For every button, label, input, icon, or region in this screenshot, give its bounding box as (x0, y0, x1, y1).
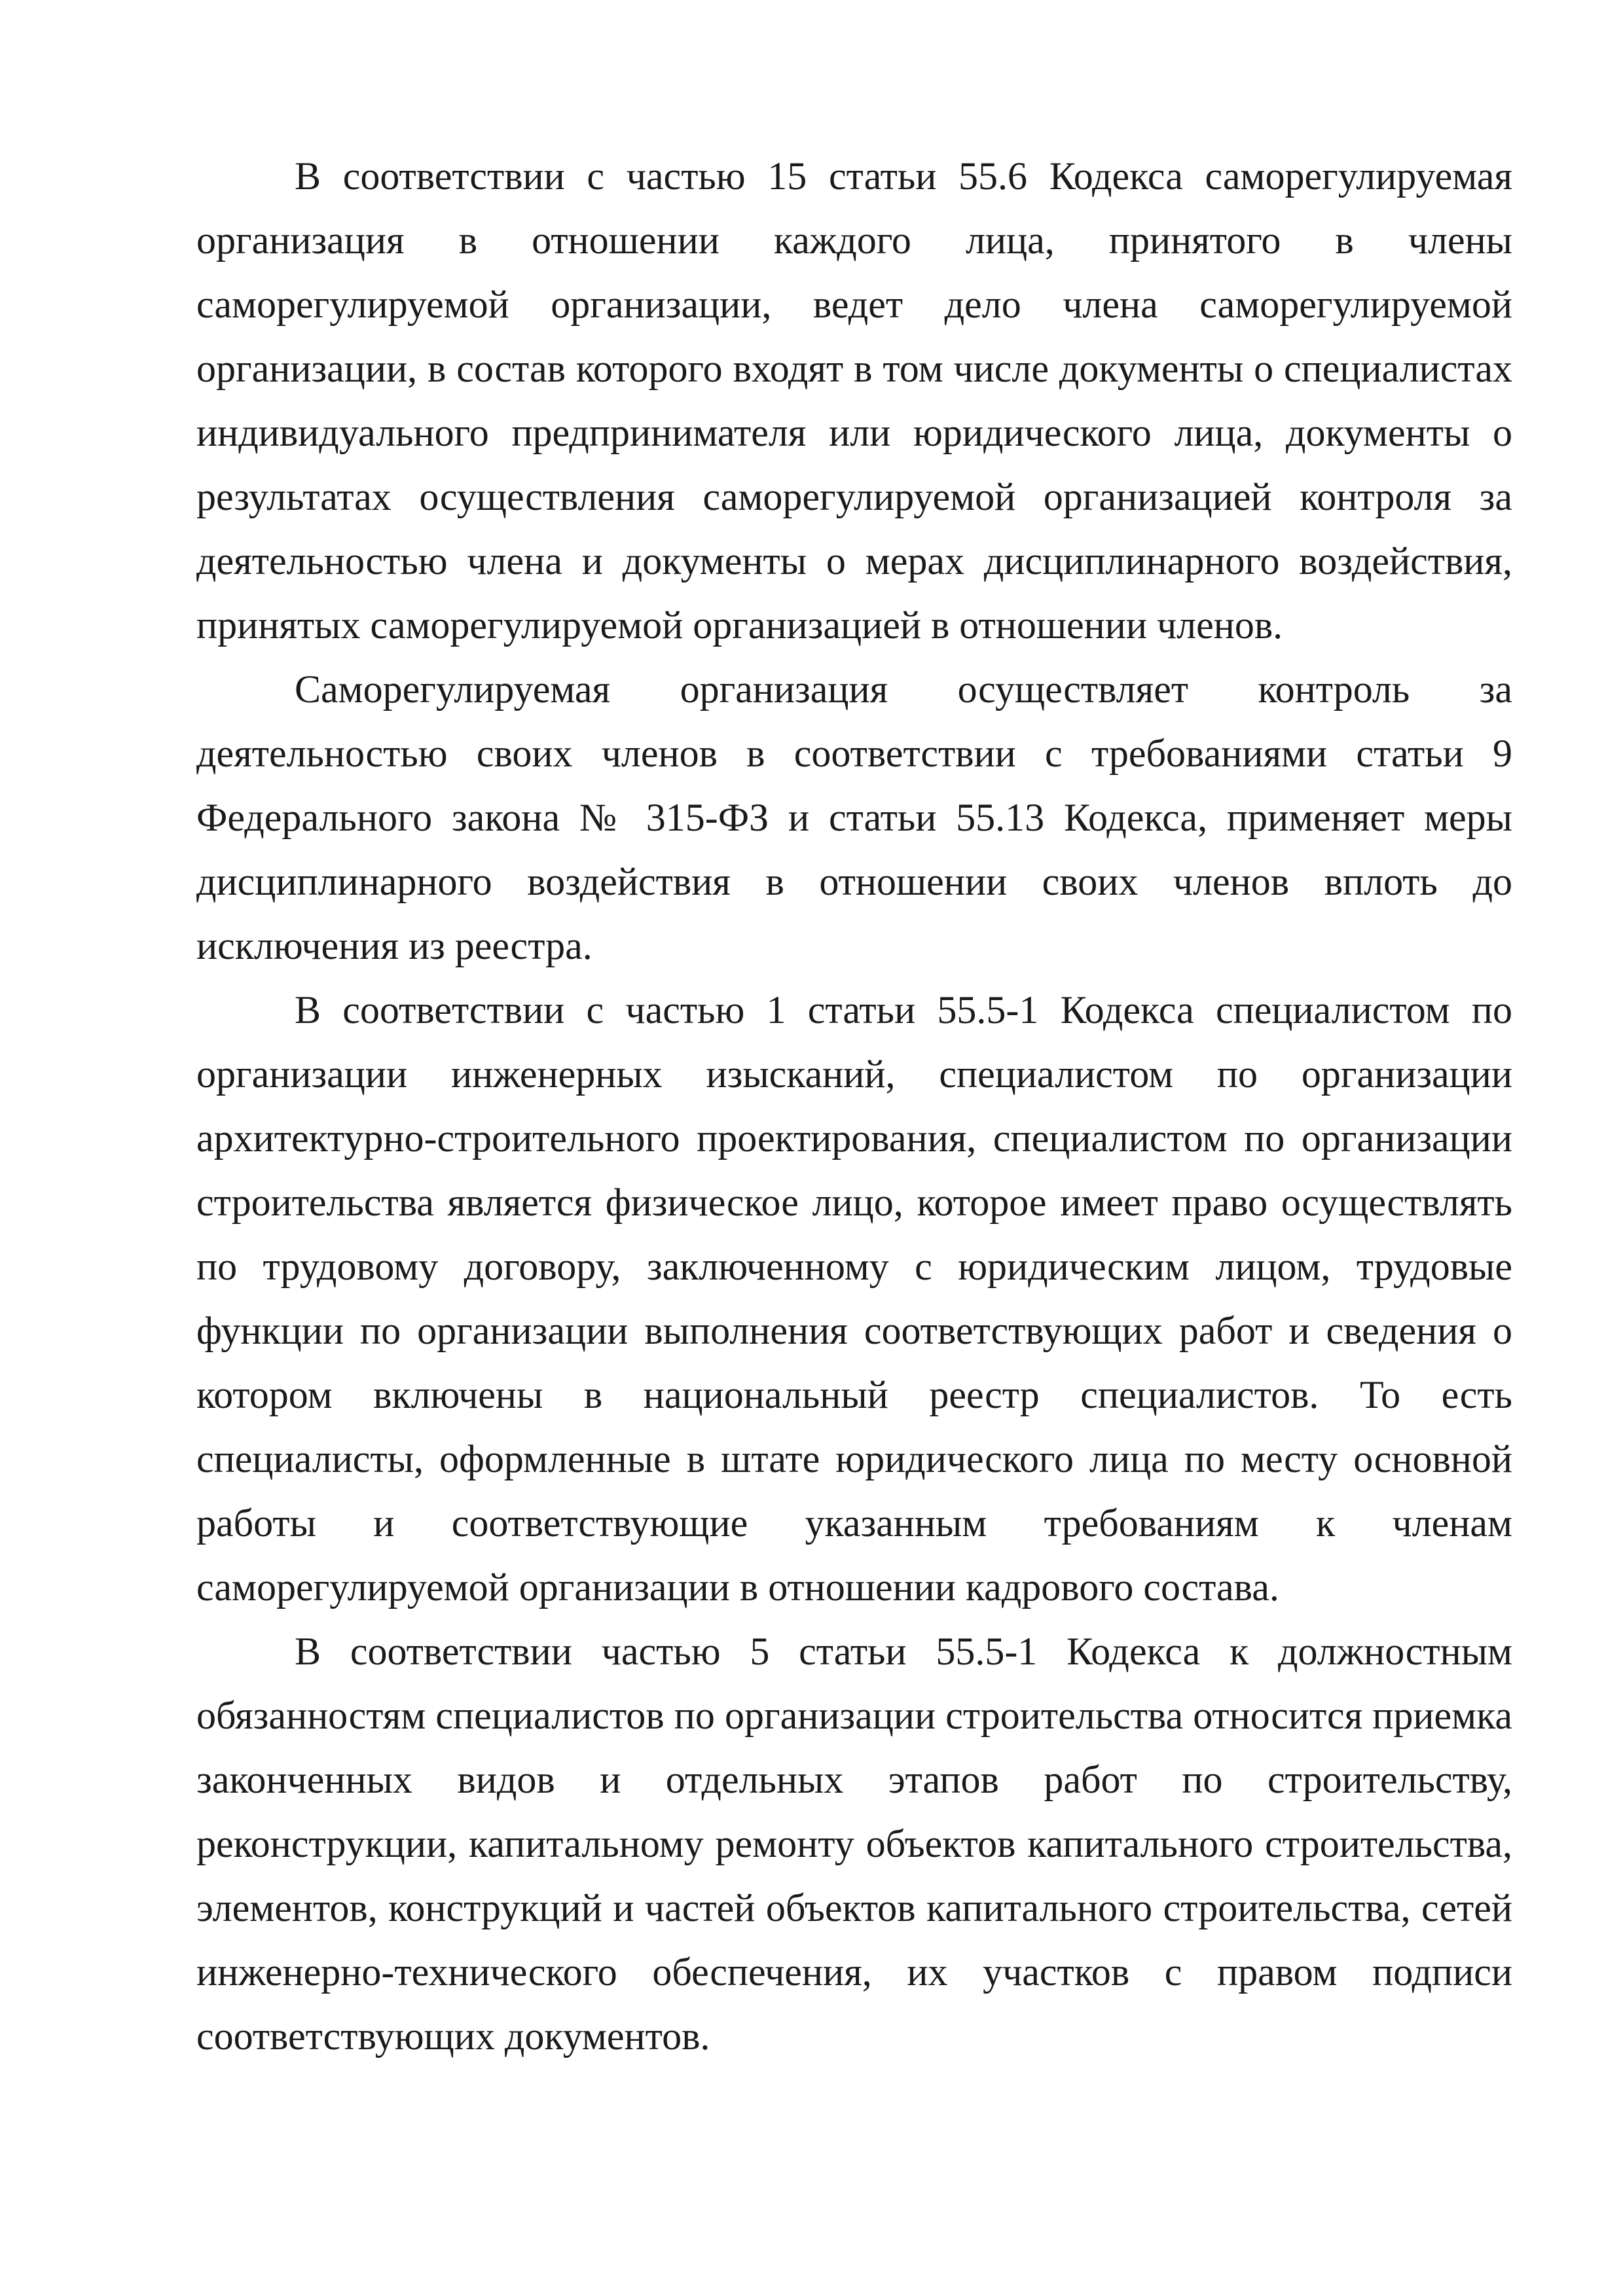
paragraph-3: В соответствии с частью 1 статьи 55.5-1 Кодекса специалистом по организации инженерных изысканий, специалистом по организации архитектурно-строительного проектирования, специалистом по организации строительства является физическое лицо, которое имеет право осуществлять по трудовому договору, заключенному с юридическим лицом, трудовые функции по организации выполнения соответствующих работ и сведения о котором включены в национальный реестр специалистов. То есть специалисты, оформленные в штате юридического лица по месту основной работы и соответствующие указанным требованиям к членам саморегулируемой организации в отношении кадрового состава. (196, 988, 1512, 1609)
paragraph-1: В соответствии с частью 15 статьи 55.6 Кодекса саморегулируемая организация в отношении каждого лица, принятого в члены саморегулируемой организации, ведет дело члена саморегулируемой организации, в состав которого входят в том числе документы о специалистах индивидуального предпринимателя или юридического лица, документы о результатах осуществления саморегулируемой организацией контроля за деятельностью члена и документы о мерах дисциплинарного воздействия, принятых саморегулируемой организацией в отношении членов. (196, 154, 1512, 647)
document-body (196, 144, 1512, 2068)
paragraph-4: В соответствии частью 5 статьи 55.5-1 Кодекса к должностным обязанностям специалистов по организации строительства относится приемка законченных видов и отдельных этапов работ по строительству, реконструкции, капитальному ремонту объектов капитального строительства, элементов, конструкций и частей объектов капитального строительства, сетей инженерно-технического обеспечения, их участков с правом подписи соответствующих документов. (196, 1630, 1512, 2058)
paragraph-2: Саморегулируемая организация осуществляет контроль за деятельностью своих членов в соответствии с требованиями статьи 9 Федерального закона № 315-ФЗ и статьи 55.13 Кодекса, применяет меры дисциплинарного воздействия в отношении своих членов вплоть до исключения из реестра. (196, 668, 1512, 967)
